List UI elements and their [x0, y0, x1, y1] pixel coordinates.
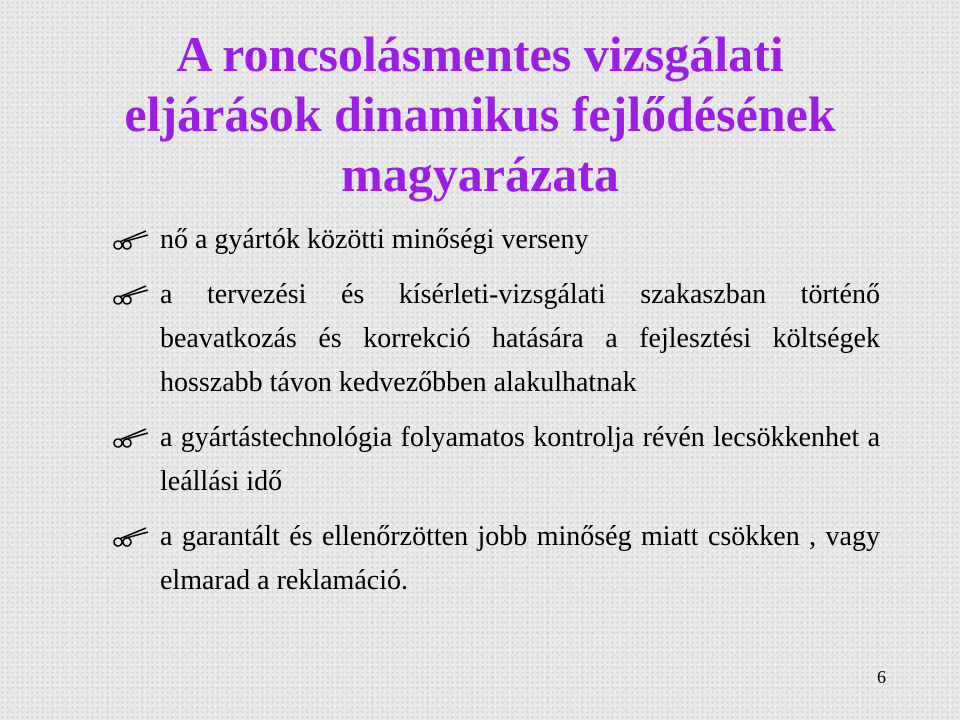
- slide-title: [20, 24, 940, 204]
- scissors-icon: [112, 284, 150, 306]
- scissors-icon: [112, 229, 150, 251]
- bullet-list: [140, 218, 880, 614]
- bullet-text: nő a gyártók közötti minőségi verseny: [160, 224, 589, 255]
- bullet-item: [140, 273, 880, 405]
- title-line-3: magyarázata: [341, 146, 619, 202]
- bullet-text: a tervezési és kísérleti-vizsgálati szakaszban történő beavatkozás és korrekció hatására a fejlesztési költségek hosszabb távon kedvezőbben alakulhatnak: [160, 279, 880, 398]
- scissors-icon: [112, 526, 150, 548]
- bullet-item: [140, 515, 880, 603]
- title-line-1: A roncsolásmentes vizsgálati: [176, 26, 784, 82]
- bullet-text: a garantált és ellenőrzötten jobb minőség miatt csökken , vagy elmarad a reklamáció.: [160, 521, 880, 596]
- title-line-2: eljárások dinamikus fejlődésének: [124, 86, 836, 142]
- bullet-text: a gyártástechnológia folyamatos kontrolja révén lecsökkenhet a leállási idő: [160, 422, 880, 497]
- bullet-item: [140, 416, 880, 504]
- bullet-item: [140, 218, 880, 262]
- page-number: 6: [877, 667, 886, 687]
- scissors-icon: [112, 427, 150, 449]
